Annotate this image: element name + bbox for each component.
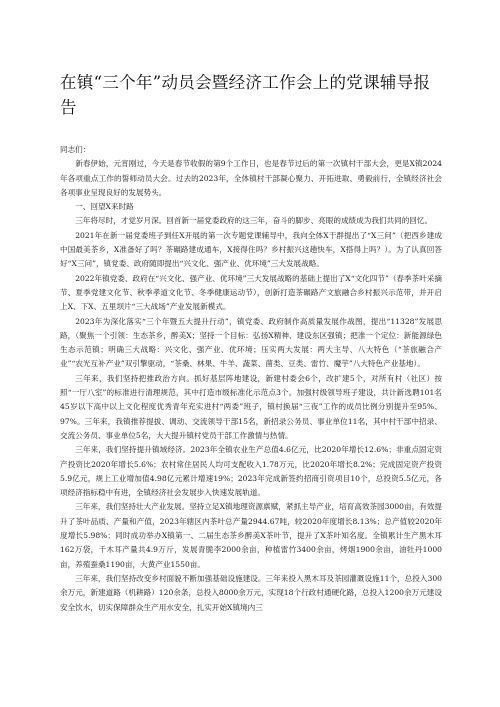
- document-title: 在镇“三个年”动员会暨经济工作会上的党课辅导报告: [60, 73, 431, 117]
- salutation: 同志们：: [60, 145, 91, 154]
- paragraph: 三年来，我们坚持壮大产业发展。坚持立足X镇地理资源禀赋，紧抓主导产业，培育高效茶园3000亩，有效提升了茶叶品质、产量和产值，2023年辖区内茶叶总产量2944.67吨，较2020年度增长8.13%；总产值较2020年度增长5.98%；同时成功举办X镇第一、二届生态茶乡醉美X茶叶节，提升了X茶叶知名度。全镇累计生产黑木耳162万袋，千木耳产量共4.9万斤，发展青脆李2000余亩，种植雷竹3400余亩，烤烟1900余亩，油牡丹1000亩，养殖蚕桑1190亩，大黄产业1550亩。: [60, 502, 442, 569]
- paragraph: 三年来，我们坚持改变乡村面貌不断加强基础设施建设。三年来投入黑木耳及茶园灌溉设施11个，总投入300余万元，新建道路（机耕路）120余条，总投入8000余万元，实现18个行政村通硬化路，总投入1200余万元建设安全饮水，切实保障群众生产用水安全，扎实开始X镇境内三: [60, 573, 442, 612]
- paragraph: 2022年镇党委、政府在“兴文化、强产业、优环境”三大发展战略的基础上提出了X“文化四节”（春季茶叶采摘节、夏季党建文化节、秋季孝道文化节、冬季健康运动节），创新打造茶碾路产文旅融合乡村振兴示范带，并开启上X、下X、五里坝片“三大战场”产业发展新模式。: [60, 273, 442, 312]
- paragraph: 三年将尽时，才觉岁月深。回首新一届党委政府的这三年，奋斗的脚步、亮眼的成绩成为我们共同的回忆。: [75, 216, 433, 226]
- paragraph: 三年来，我们坚持提升镇域经济。2023年全镇农业生产总值4.6亿元，比2020年增长12.6%；非重点固定资产投资比2020年增长5.6%；农村常住居民人均可支配收入1.78万元，比2020年增长8.2%；完成固定资产投资5.9亿元，规上工业增加值4.98亿元累计增速19%；2023年完成新签约招商引资项目10个，总投资5.5亿元，各项经济指标稳中有进，全镇经济社会发展步入快速发展轨道。: [60, 445, 442, 498]
- document-body: [60, 143, 442, 615]
- paragraph: 三年来，我们坚持把推政治方向。抓好基层阵地建设，新建村委会6个，改扩建5个，对所有村（社区）按照“一厅八室”的标准进行清理规范，其中打造市级标准化示范点3个。加强村级领导班子建设，共计新选聘101名45岁以下高中以上文化程度优秀青年充实进村“两委”班子，镇村换届“三夜”工作的成员比例分别提升至95%、97%。三年来，我镇推荐提拔、调动、交流领导干部15名，新招录公务员、事业单位11名，其中村干部中招录、交流公务员、事业单位5名，大大提升镇村党员干部工作激情与热情。: [60, 373, 442, 440]
- paragraph: 2023年为深化落实“三个年暨五大提升行动”，镇党委、政府制作高质量发展作战图，提出“11328”发展思路，（聚焦一个引领：生态茶乡，醉美X；坚持一个目标：弘扬X精神、建设东区强镇；把准一个定位：新能源绿色生态示范镇；明确三大战略：兴文化、强产业、优环境；压实两大发展：两大主导、八大特色（“茶旅融合产业”“农光互补产业”双引擎驱动，“茶桑、林果、牛羊、蔬菜、菌类、豆类、雷竹、魔芋”八大特色产业基地）。: [60, 316, 442, 369]
- paragraph: 2021年在新一届党委班子到任X开展的第一次专题党课辅导中，我向全体X干群提出了“X三问”（把西乡建成中国最美茶乡，X准备好了吗？茶碾路建成通车，X接得住吗？乡村振兴这趟快车，X搭得上吗？）。为了认真回答好“X三问”，镇党委、政府随即提出“兴文化、强产业、优环境”三大发展战略。: [60, 230, 442, 269]
- section-heading: 一、回望X来时路: [75, 202, 134, 212]
- paragraph-intro: 新春伊始，元宵刚过，今天是春节收假的第9个工作日，也是春节过后的第一次镇村干部大会，更是X镇2024年各项重点工作的誓师动员大会。过去的2023年，全体镇村干部凝心聚力、开拓进取、勇毅前行，全镇经济社会各项事业呈现良好的发展势头。: [60, 159, 442, 197]
